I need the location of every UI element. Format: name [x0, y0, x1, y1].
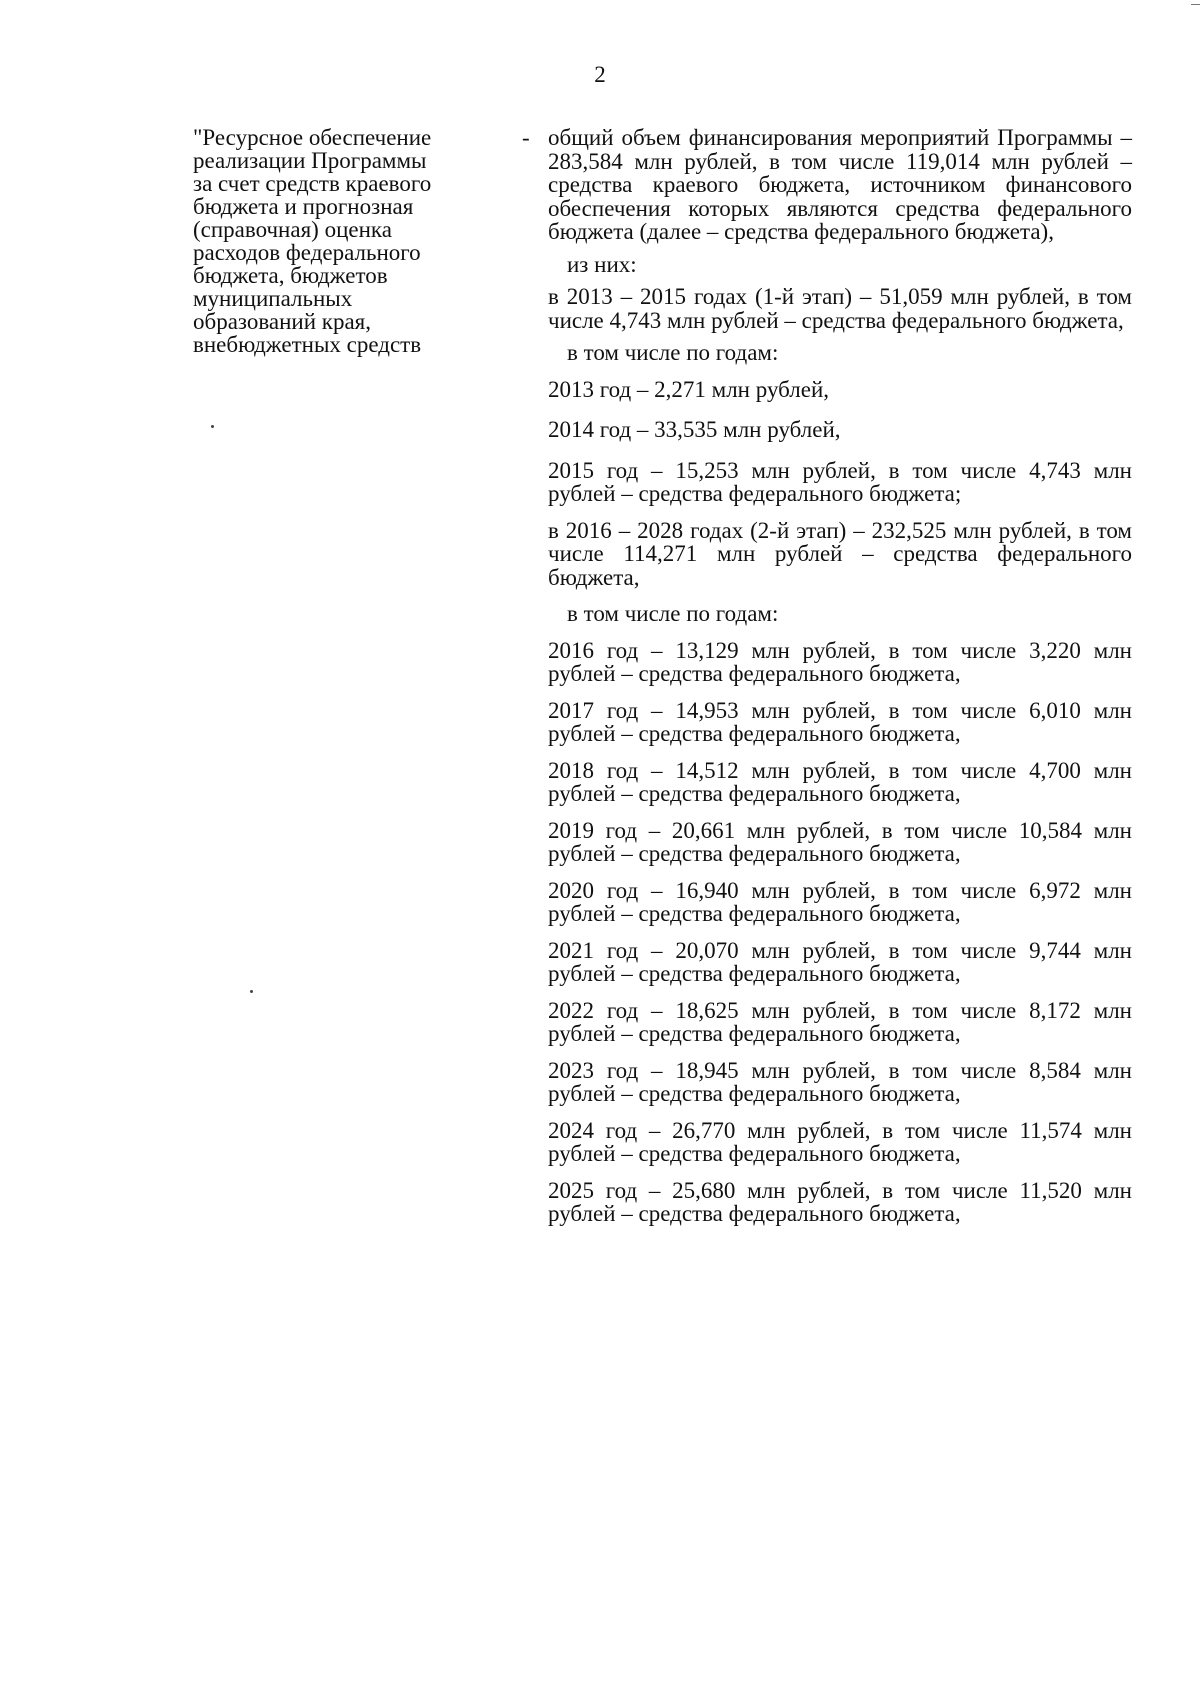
paragraph-stage1: в 2013 – 2015 годах (1-й этап) – 51,059 млн рублей, в том числе 4,743 млн рублей – средства федерального бюджета,	[548, 284, 1132, 333]
heading-line: (справочная) оценка	[193, 217, 392, 242]
paragraph-by-years-2: в том числе по годам:	[567, 601, 779, 626]
heading-line: за счет средств краевого	[193, 171, 432, 196]
paragraph-year-2017: 2017 год – 14,953 млн рублей, в том числе 6,010 млн рублей – средства федерального бюджета,	[548, 697, 1132, 746]
paragraph-intro: общий объем финансирования мероприятий Программы – 283,584 млн рублей, в том числе 119,014 млн рублей – средства краевого бюджета, источником финансового обеспечения которых являются средства федерального бюджета (далее – средства федерального бюджета),	[548, 125, 1132, 244]
paragraph-year-2014: 2014 год – 33,535 млн рублей,	[548, 417, 841, 442]
scan-speck	[250, 990, 253, 993]
paragraph-year-2020: 2020 год – 16,940 млн рублей, в том числе 6,972 млн рублей – средства федерального бюджета,	[548, 877, 1132, 926]
heading-line: расходов федерального	[193, 240, 421, 265]
heading-line: бюджета, бюджетов	[193, 263, 388, 288]
scan-speck	[211, 425, 214, 428]
heading-line: бюджета и прогнозная	[193, 194, 414, 219]
paragraph-year-2021: 2021 год – 20,070 млн рублей, в том числе 9,744 млн рублей – средства федерального бюджета,	[548, 937, 1132, 986]
paragraph-year-2025: 2025 год – 25,680 млн рублей, в том числе 11,520 млн рублей – средства федерального бюджета,	[548, 1177, 1132, 1226]
paragraph-year-2016: 2016 год – 13,129 млн рублей, в том числе 3,220 млн рублей – средства федерального бюджета,	[548, 637, 1132, 686]
heading-line: образований края,	[193, 309, 372, 334]
heading-line: "Ресурсное обеспечение	[193, 125, 432, 150]
financing-text	[548, 126, 1132, 1226]
paragraph-year-2019: 2019 год – 20,661 млн рублей, в том числе 10,584 млн рублей – средства федерального бюджета,	[548, 817, 1132, 866]
scan-corner-mark	[1191, 4, 1200, 5]
paragraph-year-2013: 2013 год – 2,271 млн рублей,	[548, 376, 830, 402]
heading-line: муниципальных	[193, 286, 353, 311]
paragraph-year-2018: 2018 год – 14,512 млн рублей, в том числе 4,700 млн рублей – средства федерального бюджета,	[548, 757, 1132, 806]
paragraph-stage2: в 2016 – 2028 годах (2-й этап) – 232,525 млн рублей, в том числе 114,271 млн рублей – средства федерального бюджета,	[548, 517, 1132, 590]
resource-heading	[193, 126, 493, 356]
paragraph-year-2022: 2022 год – 18,625 млн рублей, в том числе 8,172 млн рублей – средства федерального бюджета,	[548, 997, 1132, 1046]
page-number: 2	[594, 62, 606, 87]
paragraph-year-2015: 2015 год – 15,253 млн рублей, в том числе 4,743 млн рублей – средства федерального бюджета;	[548, 457, 1132, 506]
heading-line: реализации Программы	[193, 148, 427, 173]
paragraph-year-2023: 2023 год – 18,945 млн рублей, в том числе 8,584 млн рублей – средства федерального бюджета,	[548, 1057, 1132, 1106]
paragraph-by-years-1: в том числе по годам:	[567, 340, 779, 365]
paragraph-year-2024: 2024 год – 26,770 млн рублей, в том числе 11,574 млн рублей – средства федерального бюджета,	[548, 1117, 1132, 1166]
heading-line: внебюджетных средств	[193, 332, 422, 357]
list-dash: -	[522, 125, 530, 150]
paragraph-of-them: из них:	[567, 251, 637, 277]
